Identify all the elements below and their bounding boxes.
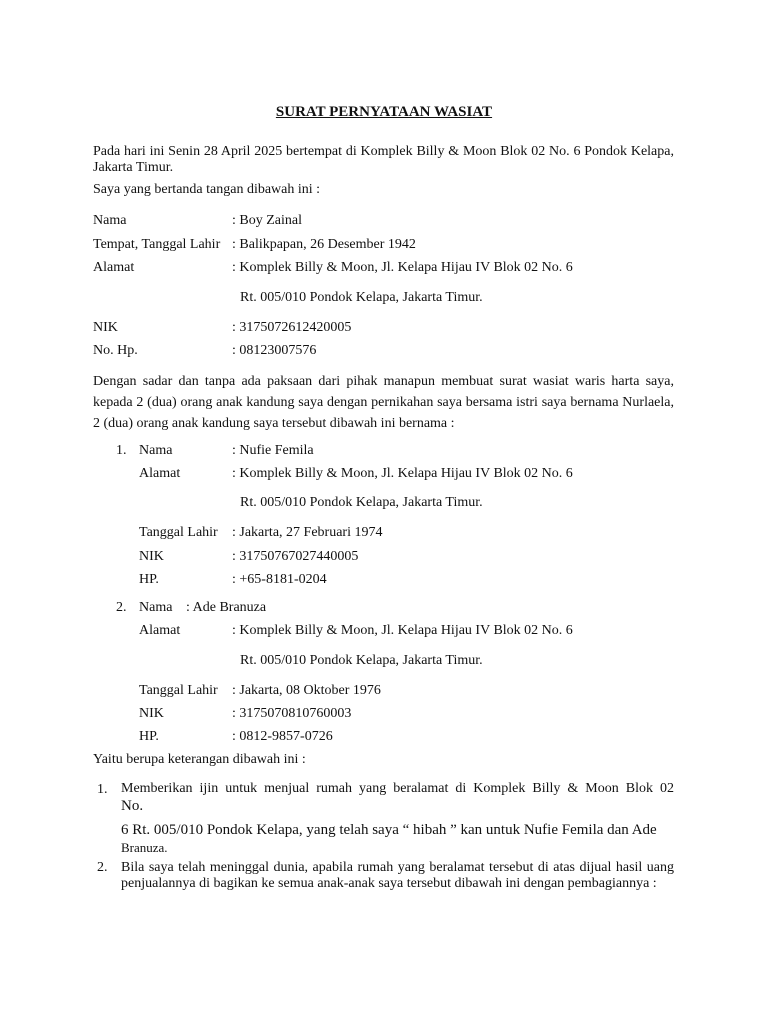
- identity-phone-value: : 08123007576: [232, 343, 317, 358]
- child-2-address-value-1: : Komplek Billy & Moon, Jl. Kelapa Hijau IV Blok 02 No. 6: [232, 623, 573, 638]
- identity-name-value: : Boy Zainal: [232, 213, 302, 228]
- term-1-number: 1.: [97, 782, 108, 797]
- identity-nik-value: : 3175072612420005: [232, 320, 352, 335]
- terms-intro: Yaitu berupa keterangan dibawah ini :: [93, 752, 306, 767]
- identity-address-value-1: : Komplek Billy & Moon, Jl. Kelapa Hijau IV Blok 02 No. 6: [232, 260, 573, 275]
- child-2-name-value: : Ade Branuza: [186, 600, 267, 615]
- child-2-hp-label: HP.: [139, 729, 159, 744]
- undersigned-line: Saya yang bertanda tangan dibawah ini :: [93, 182, 321, 197]
- child-2-birth-value: : Jakarta, 08 Oktober 1976: [232, 683, 381, 698]
- identity-nik-label: NIK: [93, 320, 118, 335]
- child-1-birth-value: : Jakarta, 27 Februari 1974: [232, 525, 383, 540]
- term-1-line-2: No.: [121, 798, 144, 814]
- child-2-number: 2.: [116, 600, 127, 615]
- term-1-line-1-text: Memberikan ijin untuk menjual rumah yang beralamat di Komplek Billy & Moon Blok 02: [121, 781, 674, 796]
- child-1-nik-value: : 31750767027440005: [232, 549, 359, 564]
- identity-name-label: Nama: [93, 213, 127, 228]
- term-2-number: 2.: [97, 860, 108, 875]
- intro-paragraph: Pada hari ini Senin 28 April 2025 bertempat di Komplek Billy & Moon Blok 02 No. 6 Pondok Kelapa, Jakarta Timur.: [93, 144, 674, 175]
- identity-phone-label: No. Hp.: [93, 343, 138, 358]
- child-2-nik-value: : 3175070810760003: [232, 706, 352, 721]
- declaration-paragraph: Dengan sadar dan tanpa ada paksaan dari pihak manapun membuat surat wasiat waris harta saya, kepada 2 (dua) orang anak kandung saya dengan pernikahan saya bersama istri saya bernama Nurlaela, 2 (dua) orang anak kandung saya tersebut dibawah ini bernama :: [93, 374, 674, 431]
- child-2-birth-label: Tanggal Lahir: [139, 683, 218, 698]
- child-2-nik-label: NIK: [139, 706, 164, 721]
- child-1-number: 1.: [116, 443, 127, 458]
- term-2-text: Bila saya telah meninggal dunia, apabila rumah yang beralamat tersebut di atas dijual hasil uang penjualannya di bagikan ke semua anak-anak saya tersebut dibawah ini dengan pembagiannya :: [121, 860, 674, 891]
- term-1-line-4: Branuza.: [121, 840, 168, 855]
- identity-address-label: Alamat: [93, 260, 135, 275]
- child-1-hp-value: : +65-8181-0204: [232, 572, 327, 587]
- child-2-name-label: Nama: [139, 600, 173, 615]
- child-1-address-label: Alamat: [139, 466, 181, 481]
- child-1-birth-label: Tanggal Lahir: [139, 525, 218, 540]
- child-1-address-value-2: Rt. 005/010 Pondok Kelapa, Jakarta Timur.: [240, 495, 483, 510]
- identity-address-value-2: Rt. 005/010 Pondok Kelapa, Jakarta Timur.: [240, 290, 483, 305]
- child-2-address-value-2: Rt. 005/010 Pondok Kelapa, Jakarta Timur.: [240, 653, 483, 668]
- child-2-hp-value: : 0812-9857-0726: [232, 729, 333, 744]
- document-title: SURAT PERNYATAAN WASIAT: [275, 104, 493, 120]
- identity-birth-label: Tempat, Tanggal Lahir: [93, 237, 221, 252]
- child-1-hp-label: HP.: [139, 572, 159, 587]
- child-1-nik-label: NIK: [139, 549, 164, 564]
- child-1-name-label: Nama: [139, 443, 173, 458]
- identity-birth-value: : Balikpapan, 26 Desember 1942: [232, 237, 416, 252]
- child-1-address-value-1: : Komplek Billy & Moon, Jl. Kelapa Hijau IV Blok 02 No. 6: [232, 466, 573, 481]
- term-1-line-1: [121, 781, 674, 797]
- child-2-address-label: Alamat: [139, 623, 181, 638]
- term-1-line-3: 6 Rt. 005/010 Pondok Kelapa, yang telah saya “ hibah ” kan untuk Nufie Femila dan Ade: [121, 822, 657, 838]
- child-1-name-value: : Nufie Femila: [232, 443, 314, 458]
